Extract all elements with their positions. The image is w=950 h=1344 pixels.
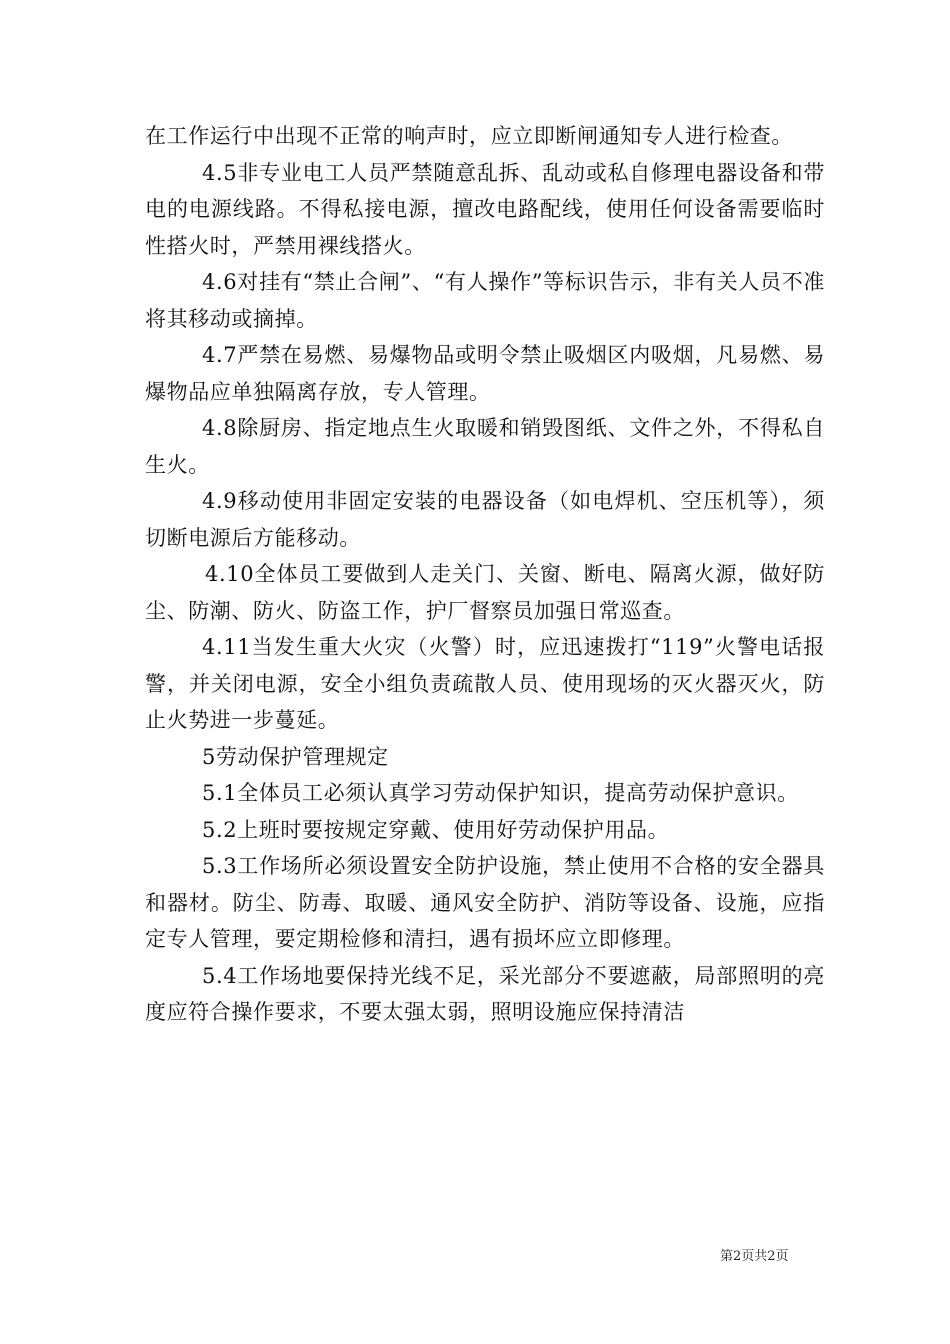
paragraph-4-6: 4.6对挂有“禁止合闸”、“有人操作”等标识告示，非有关人员不准将其移动或摘掉。 — [145, 270, 825, 331]
paragraph-5-3: 5.3工作场所必须设置安全防护设施，禁止使用不合格的安全器具和器材。防尘、防毒、取暖、通风安全防护、消防等设备、设施，应指定专人管理，要定期检修和清扫，遇有损坏应立即修理。 — [145, 854, 825, 951]
paragraph-4-11: 4.11当发生重大火灾（火警）时，应迅速拨打“119”火警电话报警，并关闭电源，安全小组负责疏散人员、使用现场的灭火器灭火，防止火势进一步蔓延。 — [145, 635, 825, 732]
paragraph-4-5: 4.5非专业电工人员严禁随意乱拆、乱动或私自修理电器设备和带电的电源线路。不得私接电源，擅改电路配线，使用任何设备需要临时性搭火时，严禁用裸线搭火。 — [145, 160, 825, 258]
section-heading-5: 5劳动保护管理规定 — [202, 744, 389, 769]
paragraph-4-9: 4.9移动使用非固定安装的电器设备（如电焊机、空压机等），须切断电源后方能移动。 — [145, 489, 825, 550]
paragraph-5-1: 5.1全体员工必须认真学习劳动保护知识，提高劳动保护意识。 — [202, 781, 799, 805]
document-body — [145, 118, 825, 1031]
page-number-footer: 第2页共2页 — [720, 1249, 789, 1264]
paragraph-5-4: 5.4工作场地要保持光线不足，采光部分不要遮蔽，局部照明的亮度应符合操作要求，不要太强太弱，照明设施应保持清洁 — [145, 963, 825, 1024]
paragraph-4-7: 4.7严禁在易燃、易爆物品或明令禁止吸烟区内吸烟，凡易燃、易爆物品应单独隔离存放，专人管理。 — [145, 343, 825, 404]
paragraph-continuation: 在工作运行中出现不正常的响声时，应立即断闸通知专人进行检查。 — [145, 124, 793, 148]
paragraph-4-10: 4.10全体员工要做到人走关门、关窗、断电、隔离火源，做好防尘、防潮、防火、防盗工作，护厂督察员加强日常巡查。 — [145, 562, 825, 623]
paragraph-5-2: 5.2上班时要按规定穿戴、使用好劳动保护用品。 — [202, 817, 670, 842]
paragraph-4-8: 4.8除厨房、指定地点生火取暖和销毁图纸、文件之外，不得私自生火。 — [145, 416, 825, 477]
